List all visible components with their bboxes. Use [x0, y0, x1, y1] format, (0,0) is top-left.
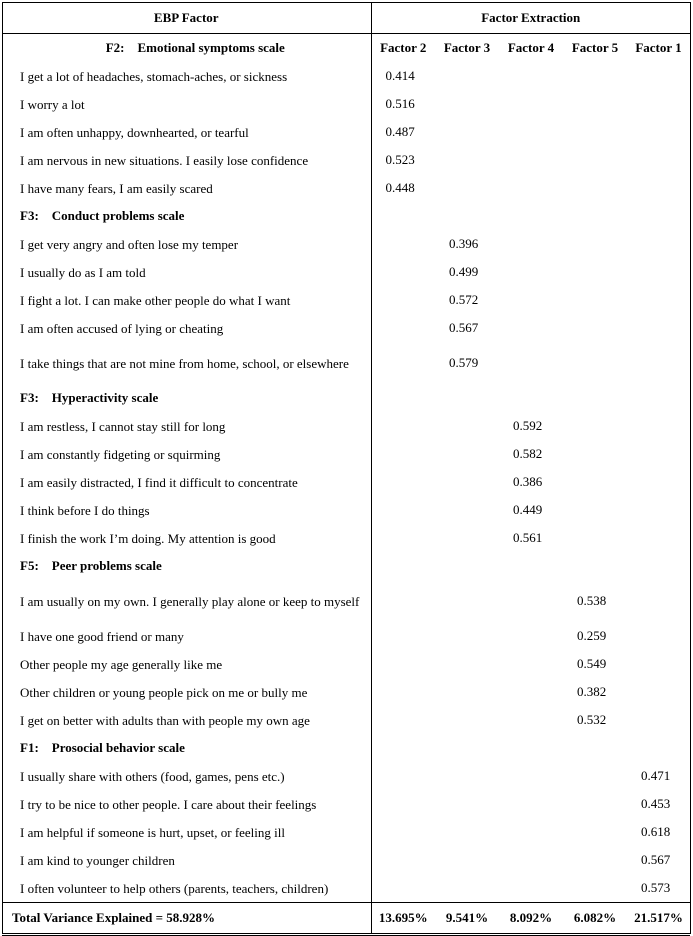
loading-value: 0.448: [385, 180, 415, 195]
loading-value: 0.538: [577, 593, 607, 608]
item-text: I finish the work I’m doing. My attention is good: [2, 524, 371, 552]
item-text: I worry a lot: [2, 90, 371, 118]
table-row: [2, 496, 690, 524]
loading-value: 0.487: [385, 124, 415, 139]
ebp-factor-header: EBP Factor: [2, 3, 371, 34]
table-row: [2, 650, 690, 678]
table-row: [2, 62, 690, 90]
loading-value: 0.567: [449, 320, 479, 335]
section-row: [2, 34, 690, 63]
section-row: [2, 384, 690, 412]
loading-value: 0.579: [449, 355, 479, 370]
table-row: [2, 468, 690, 496]
item-text: I try to be nice to other people. I care about their feelings: [2, 790, 371, 818]
table-row: [2, 286, 690, 314]
table-row: [2, 622, 690, 650]
total-value: 9.541%: [435, 903, 499, 935]
section-title: F5: Peer problems scale: [2, 552, 371, 580]
loading-value: 0.449: [513, 502, 543, 517]
loading-value: 0.471: [641, 768, 671, 783]
loading-value: 0.572: [449, 292, 479, 307]
table-right-border: [690, 2, 691, 934]
item-text: I get on better with adults than with people my own age: [2, 706, 371, 734]
loading-value: 0.396: [449, 236, 479, 251]
total-value: 13.695%: [371, 903, 435, 935]
table-row: [2, 314, 690, 342]
item-text: I have many fears, I am easily scared: [2, 174, 371, 202]
table-header-row: [2, 3, 690, 34]
section-row: [2, 202, 690, 230]
table-row: [2, 524, 690, 552]
factor-extraction-header: Factor Extraction: [371, 3, 690, 34]
table-row: [2, 146, 690, 174]
item-text: I am restless, I cannot stay still for long: [2, 412, 371, 440]
item-text: I am helpful if someone is hurt, upset, or feeling ill: [2, 818, 371, 846]
table-row: [2, 580, 690, 622]
total-row: [2, 903, 690, 935]
loading-value: 0.561: [513, 530, 543, 545]
item-text: I am often accused of lying or cheating: [2, 314, 371, 342]
table-left-border: [2, 2, 3, 934]
loading-value: 0.532: [577, 712, 607, 727]
item-text: Other children or young people pick on me or bully me: [2, 678, 371, 706]
table-row: [2, 342, 690, 384]
loading-value: 0.516: [385, 96, 415, 111]
table-row: [2, 818, 690, 846]
table-row: [2, 174, 690, 202]
item-text: I am constantly fidgeting or squirming: [2, 440, 371, 468]
item-text: I take things that are not mine from home, school, or elsewhere: [2, 342, 371, 384]
loading-value: 0.259: [577, 628, 607, 643]
table-row: [2, 678, 690, 706]
loading-value: 0.592: [513, 418, 543, 433]
loading-value: 0.567: [641, 852, 671, 867]
item-text: I usually share with others (food, games, pens etc.): [2, 762, 371, 790]
section-title: F3: Hyperactivity scale: [2, 384, 371, 412]
section-row: [2, 552, 690, 580]
section-row: [2, 734, 690, 762]
table-row: [2, 90, 690, 118]
item-text: I get very angry and often lose my temper: [2, 230, 371, 258]
factor-column-header: Factor 2: [380, 40, 427, 55]
loading-value: 0.573: [641, 880, 671, 895]
section-title: F1: Prosocial behavior scale: [2, 734, 371, 762]
table-row: [2, 874, 690, 903]
item-text: I am often unhappy, downhearted, or tearful: [2, 118, 371, 146]
total-value: 21.517%: [627, 903, 690, 935]
loading-value: 0.618: [641, 824, 671, 839]
factor-column-header: Factor 1: [635, 40, 682, 55]
item-text: I often volunteer to help others (parents, teachers, children): [2, 874, 371, 903]
factor-column-header: Factor 4: [507, 40, 555, 55]
section-title: F2: Emotional symptoms scale: [2, 34, 371, 63]
loading-value: 0.499: [449, 264, 479, 279]
total-value: 8.092%: [499, 903, 563, 935]
section-title: F3: Conduct problems scale: [2, 202, 371, 230]
item-text: I am kind to younger children: [2, 846, 371, 874]
item-text: I get a lot of headaches, stomach-aches, or sickness: [2, 62, 371, 90]
table-row: [2, 440, 690, 468]
loading-value: 0.386: [513, 474, 543, 489]
loading-value: 0.453: [641, 796, 671, 811]
item-text: I have one good friend or many: [2, 622, 371, 650]
loading-value: 0.414: [385, 68, 415, 83]
table-row: [2, 706, 690, 734]
table-row: [2, 118, 690, 146]
item-text: I am usually on my own. I generally play alone or keep to myself: [2, 580, 371, 622]
factor-column-header: Factor 3: [443, 40, 491, 55]
loading-value: 0.582: [513, 446, 543, 461]
table-row: [2, 790, 690, 818]
loading-value: 0.549: [577, 656, 607, 671]
item-text: I think before I do things: [2, 496, 371, 524]
loading-value: 0.523: [385, 152, 415, 167]
item-text: Other people my age generally like me: [2, 650, 371, 678]
table-row: [2, 846, 690, 874]
table-row: [2, 762, 690, 790]
table-row: [2, 230, 690, 258]
item-text: I am easily distracted, I find it difficult to concentrate: [2, 468, 371, 496]
factor-table: [2, 2, 690, 936]
table-row: [2, 412, 690, 440]
factor-column-header: Factor 5: [571, 40, 619, 55]
total-variance-label: Total Variance Explained = 58.928%: [2, 903, 371, 935]
total-value: 6.082%: [563, 903, 627, 935]
item-text: I usually do as I am told: [2, 258, 371, 286]
item-text: I am nervous in new situations. I easily lose confidence: [2, 146, 371, 174]
loading-value: 0.382: [577, 684, 607, 699]
table-row: [2, 258, 690, 286]
item-text: I fight a lot. I can make other people do what I want: [2, 286, 371, 314]
